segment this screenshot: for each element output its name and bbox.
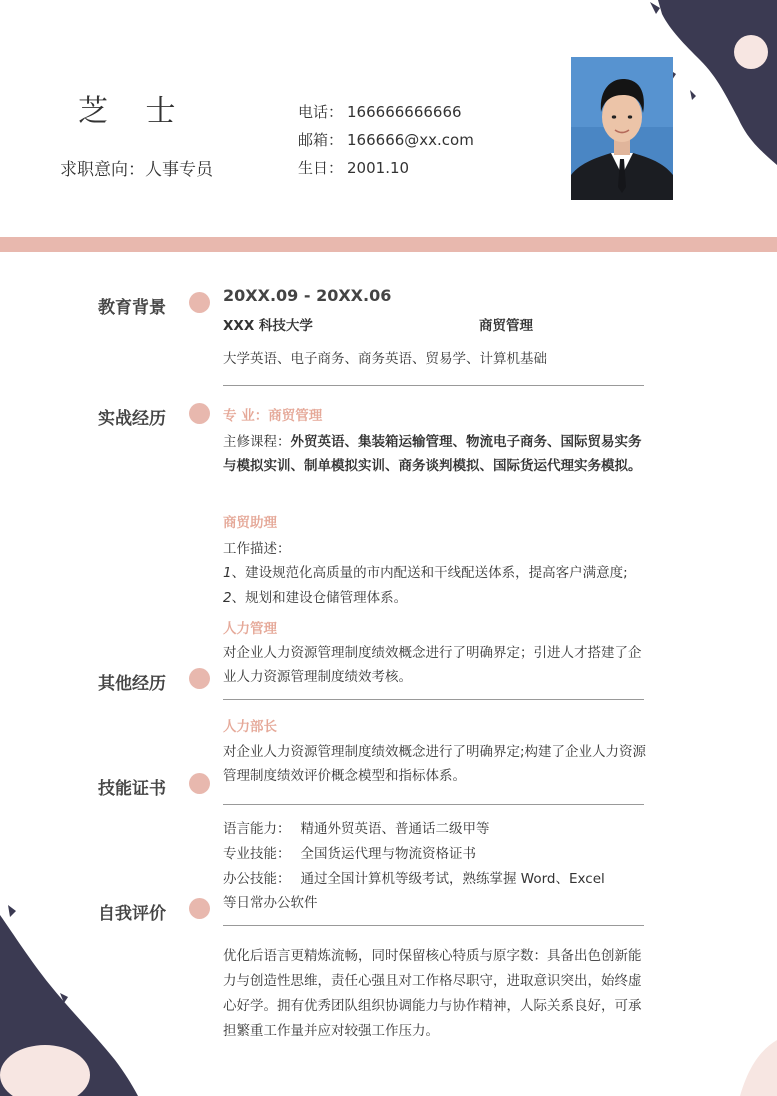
other-text: 对企业人力资源管理制度绩效概念进行了明确界定;构建了企业人力资源管理制度绩效评价概念模型和指标体系。 (223, 744, 647, 784)
job-intent: 求职意向：人事专员 (60, 160, 213, 180)
skill-value: 全国货运代理与物流资格证书 (300, 846, 476, 862)
email-row (298, 129, 474, 150)
section-title-practice: 实战经历 (98, 409, 166, 429)
email-label: 邮箱： (298, 131, 344, 149)
skill-professional (223, 842, 476, 866)
skill-label: 语言能力： (223, 821, 291, 837)
item-text: 、规划和建设仓储管理体系。 (231, 590, 408, 606)
section-dot-self-eval (189, 898, 210, 919)
job1-desc-label: 工作描述： (223, 541, 291, 557)
divider-line (223, 804, 644, 805)
skill-label: 专业技能： (223, 846, 291, 862)
section-title-other: 其他经历 (98, 674, 166, 694)
section-title-education: 教育背景 (98, 298, 166, 318)
job2-title: 人力管理 (223, 621, 277, 637)
bottom-left-brush-decoration (0, 905, 170, 1096)
email-value: 166666@xx.com (347, 131, 474, 149)
section-dot-education (189, 292, 210, 313)
skill-office (223, 867, 605, 891)
practice-courses (223, 430, 648, 478)
job1-item-2 (223, 586, 407, 610)
item-number: 2 (223, 590, 232, 606)
section-dot-other (189, 668, 210, 689)
section-title-self-eval: 自我评价 (98, 904, 166, 924)
phone-row (298, 101, 462, 122)
education-courses: 大学英语、电子商务、商务英语、贸易学、计算机基础 (223, 351, 547, 367)
section-dot-practice (189, 403, 210, 424)
birth-row (298, 157, 409, 178)
bottom-right-pink-decoration (720, 1040, 777, 1096)
item-number: 1 (223, 565, 232, 581)
practice-major-title: 专 业：商贸管理 (223, 408, 323, 424)
header-divider-band (0, 237, 777, 252)
skill-label: 办公技能： (223, 871, 291, 887)
birth-value: 2001.10 (347, 159, 410, 177)
job1-item-1 (223, 561, 628, 585)
education-major: 商贸管理 (479, 318, 533, 334)
phone-value: 166666666666 (347, 103, 462, 121)
phone-label: 电话： (298, 103, 344, 121)
education-date: 20XX.09 - 20XX.06 (223, 286, 392, 305)
skill-office-cont: 等日常办公软件 (223, 895, 318, 911)
other-title: 人力部长 (223, 719, 277, 735)
course-text: 外贸英语、集装箱运输管理、物流电子商务、国际贸易实务与模拟实训、制单模拟实训、商务谈判模拟、国际货运代理实务模拟。 (223, 434, 642, 474)
skill-language (223, 817, 490, 841)
divider-line (223, 699, 644, 700)
education-school: XXX 科技大学 (223, 318, 313, 334)
candidate-name: 芝 士 (78, 94, 190, 129)
item-text: 、建设规范化高质量的市内配送和干线配送体系，提高客户满意度; (231, 565, 628, 581)
birth-label: 生日： (298, 159, 344, 177)
section-dot-skills (189, 773, 210, 794)
job1-title: 商贸助理 (223, 515, 277, 531)
job2-text: 对企业人力资源管理制度绩效概念进行了明确界定；引进人才搭建了企业人力资源管理制度绩效考核。 (223, 645, 642, 685)
section-title-skills: 技能证书 (98, 779, 166, 799)
divider-line (223, 925, 644, 926)
profile-photo (571, 57, 673, 200)
divider-line (223, 385, 644, 386)
skill-value: 通过全国计算机等级考试，熟练掌握 Word、Excel (300, 871, 605, 887)
course-label: 主修课程： (223, 434, 291, 450)
skill-value: 精通外贸英语、普通话二级甲等 (300, 821, 490, 837)
self-eval-text: 优化后语言更精炼流畅，同时保留核心特质与原字数：具备出色创新能力与创造性思维，责任心强且对工作格尽职守，进取意识突出，始终虚心好学。拥有优秀团队组织协调能力与协作精神，人际关系良好，可承担繁重工作量并应对较强工作压力。 (223, 948, 642, 1039)
